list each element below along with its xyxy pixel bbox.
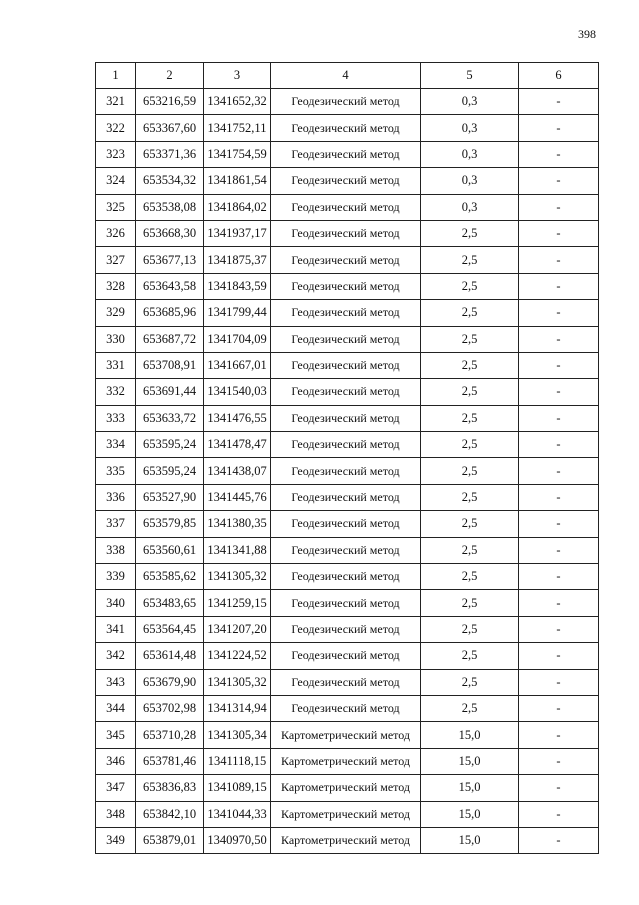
x-coordinate-cell: 653633,72 — [136, 405, 204, 431]
y-coordinate-cell: 1341667,01 — [204, 352, 271, 378]
note-cell: - — [519, 326, 599, 352]
x-coordinate-cell: 653679,90 — [136, 669, 204, 695]
accuracy-cell: 15,0 — [421, 748, 519, 774]
y-coordinate-cell: 1340970,50 — [204, 827, 271, 853]
x-coordinate-cell: 653685,96 — [136, 300, 204, 326]
table-row — [96, 194, 599, 220]
x-coordinate-cell: 653564,45 — [136, 616, 204, 642]
method-cell: Картометрический метод — [271, 748, 421, 774]
y-coordinate-cell: 1341380,35 — [204, 511, 271, 537]
x-coordinate-cell: 653614,48 — [136, 643, 204, 669]
table-row — [96, 748, 599, 774]
method-cell: Геодезический метод — [271, 590, 421, 616]
y-coordinate-cell: 1341044,33 — [204, 801, 271, 827]
note-cell: - — [519, 115, 599, 141]
accuracy-cell: 2,5 — [421, 669, 519, 695]
table-row — [96, 775, 599, 801]
x-coordinate-cell: 653687,72 — [136, 326, 204, 352]
accuracy-cell: 2,5 — [421, 511, 519, 537]
y-coordinate-cell: 1341652,32 — [204, 89, 271, 115]
point-number-cell: 331 — [96, 352, 136, 378]
method-cell: Геодезический метод — [271, 300, 421, 326]
method-cell: Геодезический метод — [271, 458, 421, 484]
x-coordinate-cell: 653560,61 — [136, 537, 204, 563]
table-row — [96, 695, 599, 721]
point-number-cell: 334 — [96, 432, 136, 458]
x-coordinate-cell: 653585,62 — [136, 564, 204, 590]
method-cell: Геодезический метод — [271, 695, 421, 721]
header-cell: 4 — [271, 63, 421, 89]
point-number-cell: 341 — [96, 616, 136, 642]
point-number-cell: 328 — [96, 273, 136, 299]
method-cell: Картометрический метод — [271, 722, 421, 748]
y-coordinate-cell: 1341305,32 — [204, 564, 271, 590]
accuracy-cell: 2,5 — [421, 458, 519, 484]
header-cell: 3 — [204, 63, 271, 89]
accuracy-cell: 0,3 — [421, 168, 519, 194]
point-number-cell: 343 — [96, 669, 136, 695]
point-number-cell: 322 — [96, 115, 136, 141]
point-number-cell: 333 — [96, 405, 136, 431]
point-number-cell: 337 — [96, 511, 136, 537]
y-coordinate-cell: 1341704,09 — [204, 326, 271, 352]
accuracy-cell: 2,5 — [421, 300, 519, 326]
x-coordinate-cell: 653643,58 — [136, 273, 204, 299]
table-row — [96, 168, 599, 194]
accuracy-cell: 15,0 — [421, 775, 519, 801]
header-cell: 2 — [136, 63, 204, 89]
note-cell: - — [519, 775, 599, 801]
table-row — [96, 379, 599, 405]
accuracy-cell: 0,3 — [421, 89, 519, 115]
note-cell: - — [519, 484, 599, 510]
header-cell: 1 — [96, 63, 136, 89]
accuracy-cell: 15,0 — [421, 722, 519, 748]
y-coordinate-cell: 1341305,32 — [204, 669, 271, 695]
method-cell: Геодезический метод — [271, 89, 421, 115]
point-number-cell: 324 — [96, 168, 136, 194]
x-coordinate-cell: 653371,36 — [136, 141, 204, 167]
y-coordinate-cell: 1341438,07 — [204, 458, 271, 484]
method-cell: Геодезический метод — [271, 115, 421, 141]
table-row — [96, 352, 599, 378]
method-cell: Геодезический метод — [271, 432, 421, 458]
method-cell: Геодезический метод — [271, 326, 421, 352]
point-number-cell: 347 — [96, 775, 136, 801]
note-cell: - — [519, 220, 599, 246]
accuracy-cell: 2,5 — [421, 616, 519, 642]
table-row — [96, 141, 599, 167]
note-cell: - — [519, 669, 599, 695]
note-cell: - — [519, 194, 599, 220]
y-coordinate-cell: 1341207,20 — [204, 616, 271, 642]
x-coordinate-cell: 653216,59 — [136, 89, 204, 115]
y-coordinate-cell: 1341864,02 — [204, 194, 271, 220]
accuracy-cell: 0,3 — [421, 141, 519, 167]
table-row — [96, 458, 599, 484]
y-coordinate-cell: 1341875,37 — [204, 247, 271, 273]
table-row — [96, 115, 599, 141]
note-cell: - — [519, 89, 599, 115]
point-number-cell: 325 — [96, 194, 136, 220]
note-cell: - — [519, 537, 599, 563]
y-coordinate-cell: 1341118,15 — [204, 748, 271, 774]
y-coordinate-cell: 1341861,54 — [204, 168, 271, 194]
note-cell: - — [519, 379, 599, 405]
method-cell: Геодезический метод — [271, 379, 421, 405]
point-number-cell: 349 — [96, 827, 136, 853]
note-cell: - — [519, 352, 599, 378]
y-coordinate-cell: 1341259,15 — [204, 590, 271, 616]
note-cell: - — [519, 616, 599, 642]
table-row — [96, 616, 599, 642]
page-number: 398 — [578, 27, 596, 41]
point-number-cell: 336 — [96, 484, 136, 510]
x-coordinate-cell: 653483,65 — [136, 590, 204, 616]
note-cell: - — [519, 748, 599, 774]
x-coordinate-cell: 653367,60 — [136, 115, 204, 141]
accuracy-cell: 0,3 — [421, 194, 519, 220]
accuracy-cell: 2,5 — [421, 590, 519, 616]
table-row — [96, 300, 599, 326]
y-coordinate-cell: 1341224,52 — [204, 643, 271, 669]
y-coordinate-cell: 1341752,11 — [204, 115, 271, 141]
accuracy-cell: 2,5 — [421, 643, 519, 669]
method-cell: Геодезический метод — [271, 194, 421, 220]
x-coordinate-cell: 653691,44 — [136, 379, 204, 405]
method-cell: Геодезический метод — [271, 564, 421, 590]
table-row — [96, 722, 599, 748]
note-cell: - — [519, 300, 599, 326]
point-number-cell: 346 — [96, 748, 136, 774]
accuracy-cell: 2,5 — [421, 273, 519, 299]
y-coordinate-cell: 1341341,88 — [204, 537, 271, 563]
table-row — [96, 89, 599, 115]
point-number-cell: 321 — [96, 89, 136, 115]
x-coordinate-cell: 653710,28 — [136, 722, 204, 748]
method-cell: Геодезический метод — [271, 616, 421, 642]
point-number-cell: 340 — [96, 590, 136, 616]
note-cell: - — [519, 643, 599, 669]
method-cell: Геодезический метод — [271, 643, 421, 669]
method-cell: Геодезический метод — [271, 511, 421, 537]
note-cell: - — [519, 405, 599, 431]
y-coordinate-cell: 1341445,76 — [204, 484, 271, 510]
method-cell: Геодезический метод — [271, 141, 421, 167]
point-number-cell: 330 — [96, 326, 136, 352]
accuracy-cell: 2,5 — [421, 432, 519, 458]
x-coordinate-cell: 653534,32 — [136, 168, 204, 194]
note-cell: - — [519, 590, 599, 616]
point-number-cell: 332 — [96, 379, 136, 405]
table-row — [96, 537, 599, 563]
x-coordinate-cell: 653538,08 — [136, 194, 204, 220]
accuracy-cell: 2,5 — [421, 695, 519, 721]
accuracy-cell: 2,5 — [421, 352, 519, 378]
point-number-cell: 339 — [96, 564, 136, 590]
x-coordinate-cell: 653836,83 — [136, 775, 204, 801]
point-number-cell: 327 — [96, 247, 136, 273]
note-cell: - — [519, 273, 599, 299]
point-number-cell: 329 — [96, 300, 136, 326]
table-row — [96, 247, 599, 273]
x-coordinate-cell: 653527,90 — [136, 484, 204, 510]
header-cell: 6 — [519, 63, 599, 89]
accuracy-cell: 2,5 — [421, 405, 519, 431]
method-cell: Геодезический метод — [271, 537, 421, 563]
point-number-cell: 345 — [96, 722, 136, 748]
table-row — [96, 669, 599, 695]
method-cell: Геодезический метод — [271, 484, 421, 510]
point-number-cell: 348 — [96, 801, 136, 827]
x-coordinate-cell: 653595,24 — [136, 432, 204, 458]
y-coordinate-cell: 1341478,47 — [204, 432, 271, 458]
table-row — [96, 405, 599, 431]
y-coordinate-cell: 1341314,94 — [204, 695, 271, 721]
method-cell: Геодезический метод — [271, 247, 421, 273]
method-cell: Геодезический метод — [271, 352, 421, 378]
x-coordinate-cell: 653702,98 — [136, 695, 204, 721]
note-cell: - — [519, 432, 599, 458]
method-cell: Геодезический метод — [271, 168, 421, 194]
accuracy-cell: 15,0 — [421, 827, 519, 853]
y-coordinate-cell: 1341305,34 — [204, 722, 271, 748]
y-coordinate-cell: 1341754,59 — [204, 141, 271, 167]
accuracy-cell: 0,3 — [421, 115, 519, 141]
method-cell: Картометрический метод — [271, 801, 421, 827]
y-coordinate-cell: 1341089,15 — [204, 775, 271, 801]
y-coordinate-cell: 1341843,59 — [204, 273, 271, 299]
accuracy-cell: 2,5 — [421, 537, 519, 563]
y-coordinate-cell: 1341937,17 — [204, 220, 271, 246]
y-coordinate-cell: 1341476,55 — [204, 405, 271, 431]
note-cell: - — [519, 722, 599, 748]
x-coordinate-cell: 653842,10 — [136, 801, 204, 827]
table-row — [96, 801, 599, 827]
accuracy-cell: 2,5 — [421, 484, 519, 510]
x-coordinate-cell: 653595,24 — [136, 458, 204, 484]
note-cell: - — [519, 247, 599, 273]
note-cell: - — [519, 168, 599, 194]
x-coordinate-cell: 653781,46 — [136, 748, 204, 774]
x-coordinate-cell: 653579,85 — [136, 511, 204, 537]
point-number-cell: 335 — [96, 458, 136, 484]
table-row — [96, 326, 599, 352]
x-coordinate-cell: 653879,01 — [136, 827, 204, 853]
accuracy-cell: 2,5 — [421, 247, 519, 273]
point-number-cell: 326 — [96, 220, 136, 246]
table-row — [96, 643, 599, 669]
note-cell: - — [519, 695, 599, 721]
method-cell: Геодезический метод — [271, 220, 421, 246]
x-coordinate-cell: 653668,30 — [136, 220, 204, 246]
table-row — [96, 590, 599, 616]
table-row — [96, 273, 599, 299]
point-number-cell: 344 — [96, 695, 136, 721]
method-cell: Геодезический метод — [271, 273, 421, 299]
accuracy-cell: 2,5 — [421, 379, 519, 405]
point-number-cell: 342 — [96, 643, 136, 669]
accuracy-cell: 2,5 — [421, 326, 519, 352]
header-cell: 5 — [421, 63, 519, 89]
y-coordinate-cell: 1341540,03 — [204, 379, 271, 405]
table-row — [96, 511, 599, 537]
method-cell: Геодезический метод — [271, 669, 421, 695]
note-cell: - — [519, 458, 599, 484]
accuracy-cell: 15,0 — [421, 801, 519, 827]
method-cell: Геодезический метод — [271, 405, 421, 431]
note-cell: - — [519, 564, 599, 590]
table-header-row — [96, 63, 599, 89]
y-coordinate-cell: 1341799,44 — [204, 300, 271, 326]
table-row — [96, 827, 599, 853]
method-cell: Картометрический метод — [271, 775, 421, 801]
table-row — [96, 564, 599, 590]
table-row — [96, 484, 599, 510]
note-cell: - — [519, 511, 599, 537]
accuracy-cell: 2,5 — [421, 220, 519, 246]
note-cell: - — [519, 827, 599, 853]
x-coordinate-cell: 653677,13 — [136, 247, 204, 273]
x-coordinate-cell: 653708,91 — [136, 352, 204, 378]
accuracy-cell: 2,5 — [421, 564, 519, 590]
table-row — [96, 432, 599, 458]
point-number-cell: 338 — [96, 537, 136, 563]
table-row — [96, 220, 599, 246]
note-cell: - — [519, 801, 599, 827]
coordinates-table — [95, 62, 599, 854]
note-cell: - — [519, 141, 599, 167]
point-number-cell: 323 — [96, 141, 136, 167]
method-cell: Картометрический метод — [271, 827, 421, 853]
